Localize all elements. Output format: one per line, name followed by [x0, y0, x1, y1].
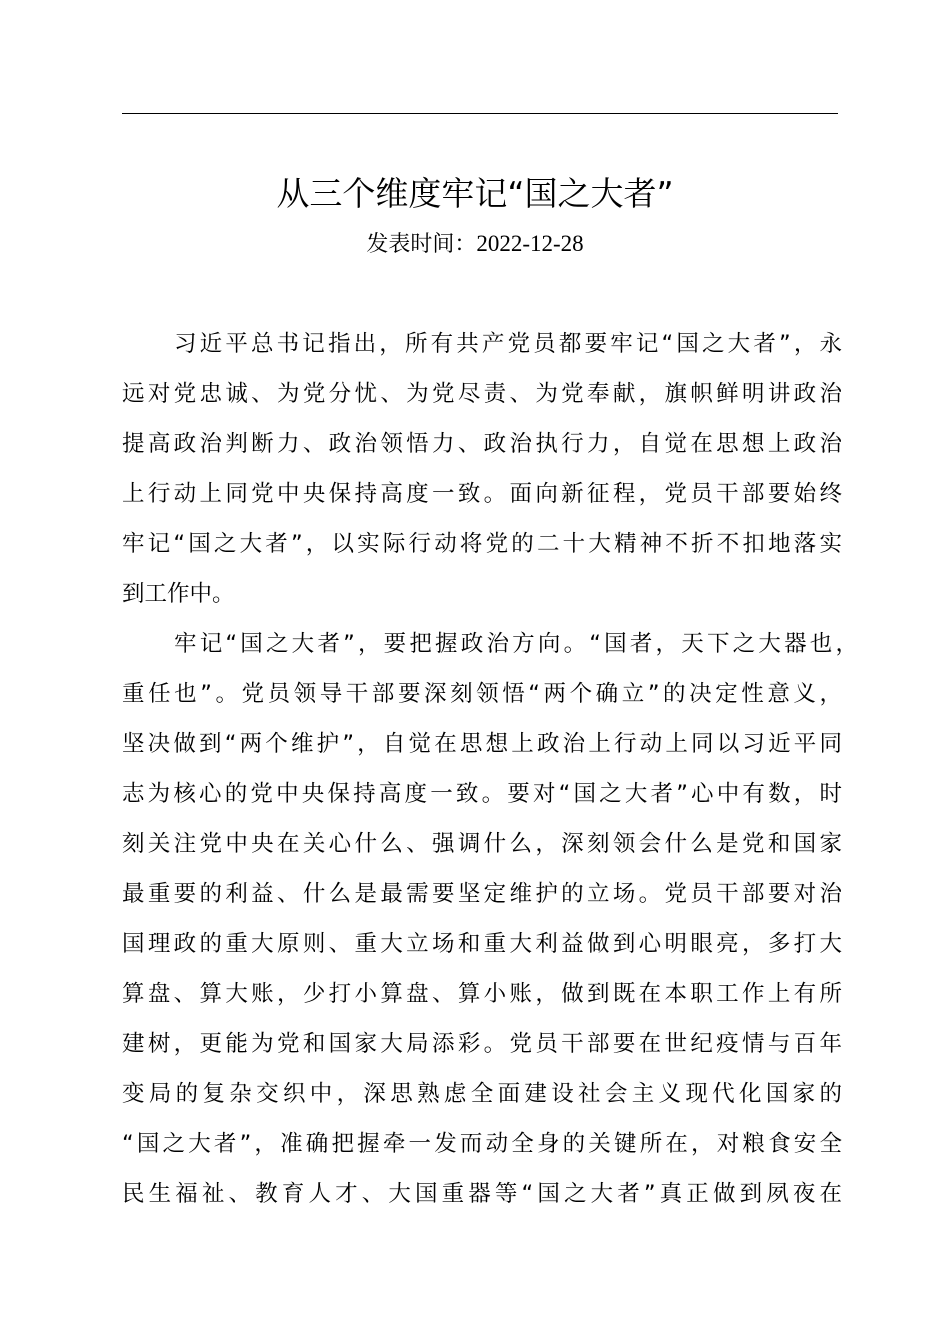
paragraph-line: 习近平总书记指出，所有共产党员都要牢记“国之大者”，永 — [174, 331, 842, 357]
header-rule — [122, 113, 838, 114]
paragraph-line: 重任也”。党员领导干部要深刻领悟“两个确立”的决定性意义， — [122, 681, 842, 707]
paragraph-line: “国之大者”，准确把握牵一发而动全身的关键所在，对粮食安全 — [122, 1131, 842, 1157]
paragraph-line: 刻关注党中央在关心什么、强调什么，深刻领会什么是党和国家 — [122, 831, 842, 857]
publish-label: 发表时间： — [366, 232, 477, 257]
paragraph-line: 民生福祉、教育人才、大国重器等“国之大者”真正做到夙夜在 — [122, 1181, 842, 1207]
publish-info — [0, 226, 950, 263]
paragraph-line: 最重要的利益、什么是最需要坚定维护的立场。党员干部要对治 — [122, 881, 842, 907]
paragraph-line: 牢记“国之大者”，以实际行动将党的二十大精神不折不扣地落实 — [122, 531, 842, 557]
paragraph-line: 到工作中。 — [122, 581, 235, 607]
article-title: 从三个维度牢记“国之大者” — [276, 174, 674, 213]
paragraph-line: 变局的复杂交织中，深思熟虑全面建设社会主义现代化国家的 — [122, 1081, 842, 1107]
paragraph-line: 坚决做到“两个维护”，自觉在思想上政治上行动上同以习近平同 — [122, 731, 842, 757]
paragraph-line: 提高政治判断力、政治领悟力、政治执行力，自觉在思想上政治 — [122, 431, 842, 457]
paragraph-line: 志为核心的党中央保持高度一致。要对“国之大者”心中有数，时 — [122, 781, 842, 807]
paragraph-line: 建树，更能为党和国家大局添彩。党员干部要在世纪疫情与百年 — [122, 1031, 842, 1057]
paragraph-line: 上行动上同党中央保持高度一致。面向新征程，党员干部要始终 — [122, 481, 842, 507]
paragraph-line: 牢记“国之大者”，要把握政治方向。“国者，天下之大器也， — [174, 631, 858, 657]
publish-date: 2022-12-28 — [476, 231, 584, 256]
paragraph-line: 远对党忠诚、为党分忧、为党尽责、为党奉献，旗帜鲜明讲政治 — [122, 381, 842, 407]
paragraph-line: 算盘、算大账，少打小算盘、算小账，做到既在本职工作上有所 — [122, 981, 842, 1007]
paragraph-line: 国理政的重大原则、重大立场和重大利益做到心明眼亮，多打大 — [122, 931, 842, 957]
